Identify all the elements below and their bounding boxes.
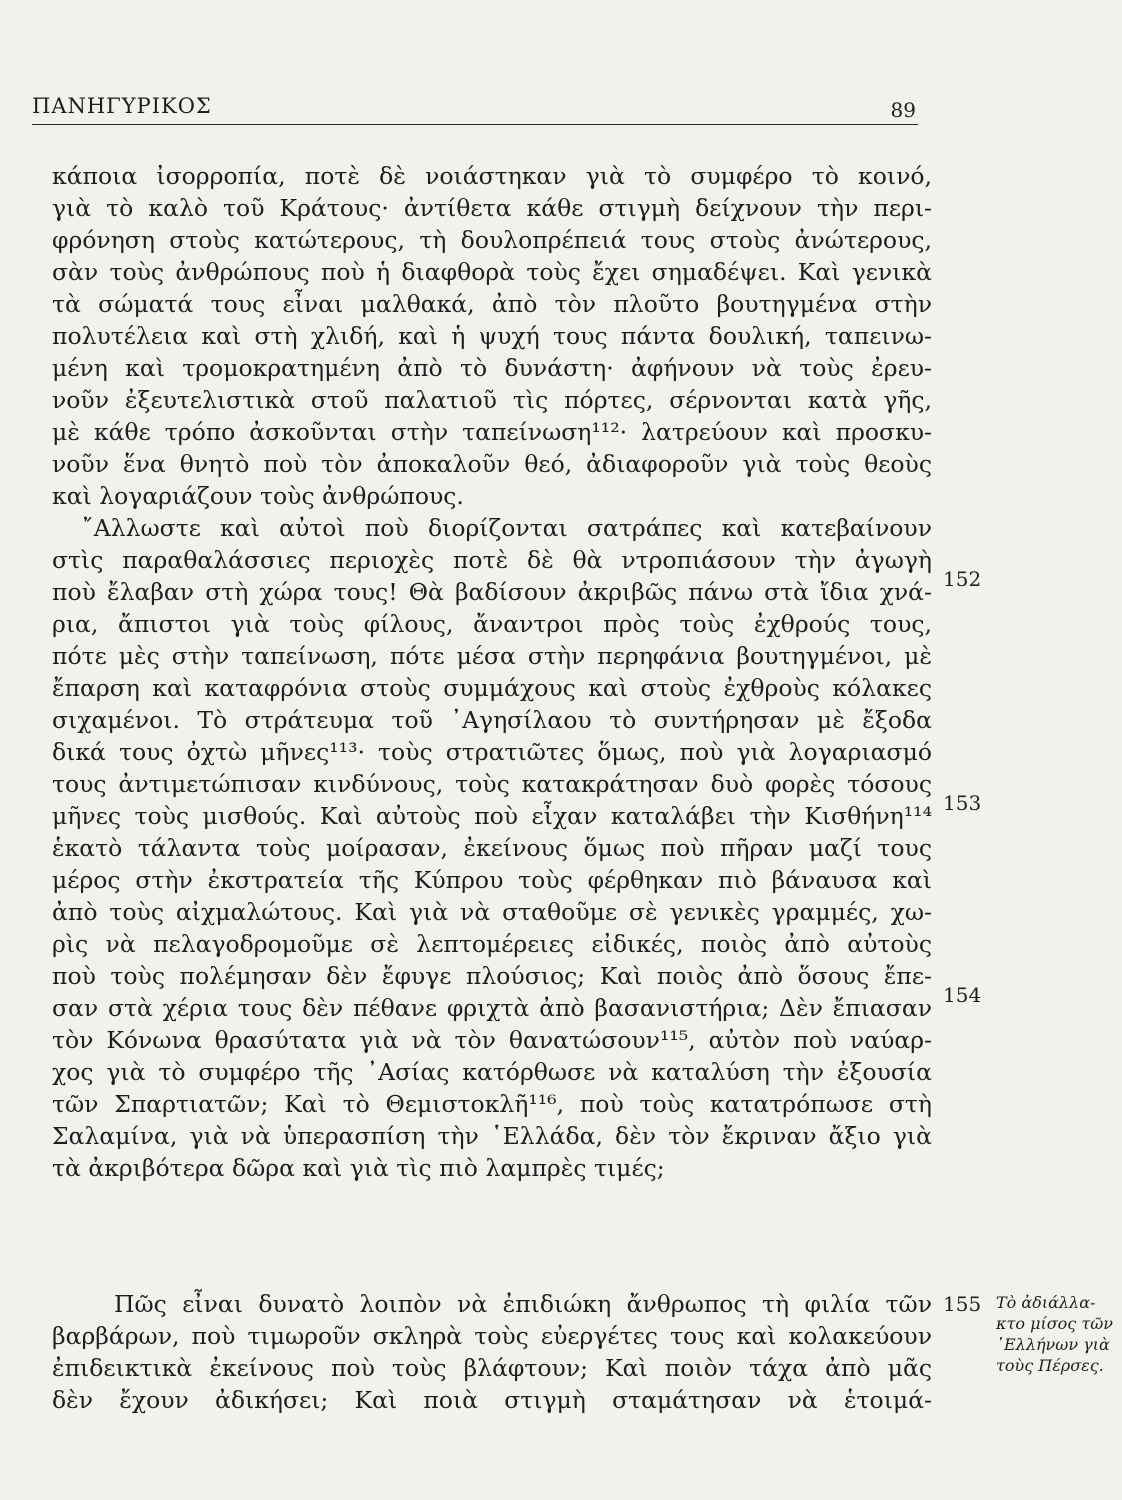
text-line: Σαλαμίνα, γιὰ νὰ ὑπερασπίση τὴν ῾Ελλάδα, δὲν τὸν ἔκριναν ἄξιο γιὰ (52, 1122, 932, 1150)
text-line: ρια, ἄπιστοι γιὰ τοὺς φίλους, ἄναντροι πρὸς τοὺς ἐχθρούς τους, (52, 610, 932, 638)
text-line: μένη καὶ τρομοκρατημένη ἀπὸ τὸ δυνάστη· ἀφήνουν νὰ τοὺς ἐρευ- (52, 354, 932, 382)
section-number: 152 (943, 567, 982, 591)
text-line: καὶ λογαριάζουν τοὺς ἀνθρώπους. (52, 482, 464, 510)
marginal-note (996, 1292, 1122, 1376)
paragraph-start-line: ῎Αλλωστε καὶ αὐτοὶ ποὺ διορίζονται σατράπες καὶ κατεβαίνουν (82, 514, 932, 542)
text-line: τους ἀντιμετώπισαν κινδύνους, τοὺς κατακράτησαν δυὸ φορὲς τόσους (52, 770, 932, 798)
marginal-note-line: κτο μίσος τῶν (996, 1314, 1113, 1333)
text-line: τὰ σώματά τους εἶναι μαλθακά, ἀπὸ τὸν πλοῦτο βουτηγμένα στὴν (52, 290, 932, 318)
page-header (32, 88, 918, 125)
text-line: κάποια ἰσορροπία, ποτὲ δὲ νοιάστηκαν γιὰ τὸ συμφέρο τὸ κοινό, (52, 162, 932, 190)
marginal-note-line: Τὸ ἀδιάλλα- (996, 1293, 1096, 1312)
text-line: φρόνηση στοὺς κατώτερους, τὴ δουλοπρέπειά τους στοὺς ἀνώτερους, (52, 226, 932, 254)
text-line: πότε μὲς στὴν ταπείνωση, πότε μέσα στὴν περηφάνια βουτηγμένοι, μὲ (52, 642, 932, 670)
text-line: ἐπιδεικτικὰ ἐκείνους ποὺ τοὺς βλάφτουν; Καὶ ποιὸν τάχα ἀπὸ μᾶς (52, 1354, 932, 1382)
text-line: μέρος στὴν ἐκστρατεία τῆς Κύπρου τοὺς φέρθηκαν πιὸ βάναυσα καὶ (52, 866, 932, 894)
text-line: χος γιὰ τὸ συμφέρο τῆς ᾿Ασίας κατόρθωσε νὰ καταλύση τὴν ἐξουσία (52, 1058, 932, 1086)
text-line: μὲ κάθε τρόπο ἀσκοῦνται στὴν ταπείνωση¹¹²· λατρεύουν καὶ προσκυ- (52, 418, 932, 446)
section-number: 155 (943, 1292, 982, 1316)
text-line: ποὺ τοὺς πολέμησαν δὲν ἔφυγε πλούσιος; Καὶ ποιὸς ἀπὸ ὅσους ἔπε- (52, 962, 932, 990)
text-line: ποὺ ἔλαβαν στὴ χώρα τους! Θὰ βαδίσουν ἀκριβῶς πάνω στὰ ἴδια χνά- (52, 578, 932, 606)
text-line: σὰν τοὺς ἀνθρώπους ποὺ ἡ διαφθορὰ τοὺς ἔχει σημαδέψει. Καὶ γενικὰ (52, 258, 932, 286)
page-number: 89 (890, 98, 916, 122)
text-line: ρὶς νὰ πελαγοδρομοῦμε σὲ λεπτομέρειες εἰδικές, ποιὸς ἀπὸ αὐτοὺς (52, 930, 932, 958)
text-line: σαν στὰ χέρια τους δὲν πέθανε φριχτὰ ἀπὸ βασανιστήρια; Δὲν ἔπιασαν (52, 994, 932, 1022)
section-number: 153 (943, 791, 982, 815)
marginal-note-line: τοὺς Πέρσες. (996, 1356, 1104, 1375)
text-line: βαρβάρων, ποὺ τιμωροῦν σκληρὰ τοὺς εὐεργέτες τους καὶ κολακεύουν (52, 1322, 932, 1350)
paragraph-start-line: Πῶς εἶναι δυνατὸ λοιπὸν νὰ ἐπιδιώκη ἄνθρωπος τὴ φιλία τῶν (114, 1290, 932, 1318)
running-title: ΠΑΝΗΓΥΡΙΚΟΣ (32, 94, 212, 118)
text-line: νοῦν ἐξευτελιστικὰ στοῦ παλατιοῦ τὶς πόρτες, σέρνονται κατὰ γῆς, (52, 386, 932, 414)
text-line: ἀπὸ τοὺς αἰχμαλώτους. Καὶ γιὰ νὰ σταθοῦμε σὲ γενικὲς γραμμές, χω- (52, 898, 932, 926)
marginal-note-line: ῾Ελλήνων γιὰ (996, 1335, 1110, 1354)
text-line: δὲν ἔχουν ἀδικήσει; Καὶ ποιὰ στιγμὴ σταμάτησαν νὰ ἑτοιμά- (52, 1386, 932, 1414)
text-line: στὶς παραθαλάσσιες περιοχὲς ποτὲ δὲ θὰ ντροπιάσουν τὴν ἀγωγὴ (52, 546, 932, 574)
text-line: σιχαμένοι. Τὸ στράτευμα τοῦ ᾿Αγησίλαου τὸ συντήρησαν μὲ ἔξοδα (52, 706, 932, 734)
text-line: νοῦν ἕνα θνητὸ ποὺ τὸν ἀποκαλοῦν θεό, ἀδιαφοροῦν γιὰ τοὺς θεοὺς (52, 450, 932, 478)
text-line: τὰ ἀκριβότερα δῶρα καὶ γιὰ τὶς πιὸ λαμπρὲς τιμές; (52, 1154, 665, 1182)
text-line: ἑκατὸ τάλαντα τοὺς μοίρασαν, ἐκείνους ὅμως ποὺ πῆραν μαζί τους (52, 834, 932, 862)
text-line: γιὰ τὸ καλὸ τοῦ Κράτους· ἀντίθετα κάθε στιγμὴ δείχνουν τὴν περι- (52, 194, 932, 222)
text-line: τὸν Κόνωνα θρασύτατα γιὰ νὰ τὸν θανατώσουν¹¹⁵, αὐτὸν ποὺ ναύαρ- (52, 1026, 932, 1054)
text-line: ἔπαρση καὶ καταφρόνια στοὺς συμμάχους καὶ στοὺς ἐχθροὺς κόλακες (52, 674, 932, 702)
text-line: δικά τους ὀχτὼ μῆνες¹¹³· τοὺς στρατιῶτες ὅμως, ποὺ γιὰ λογαριασμό (52, 738, 932, 766)
text-line: πολυτέλεια καὶ στὴ χλιδή, καὶ ἡ ψυχή τους πάντα δουλική, ταπεινω- (52, 322, 932, 350)
text-line: μῆνες τοὺς μισθούς. Καὶ αὐτοὺς ποὺ εἶχαν καταλάβει τὴν Κισθήνη¹¹⁴ (52, 802, 932, 830)
text-line: τῶν Σπαρτιατῶν; Καὶ τὸ Θεμιστοκλῆ¹¹⁶, ποὺ τοὺς κατατρόπωσε στὴ (52, 1090, 932, 1118)
section-number: 154 (943, 983, 982, 1007)
